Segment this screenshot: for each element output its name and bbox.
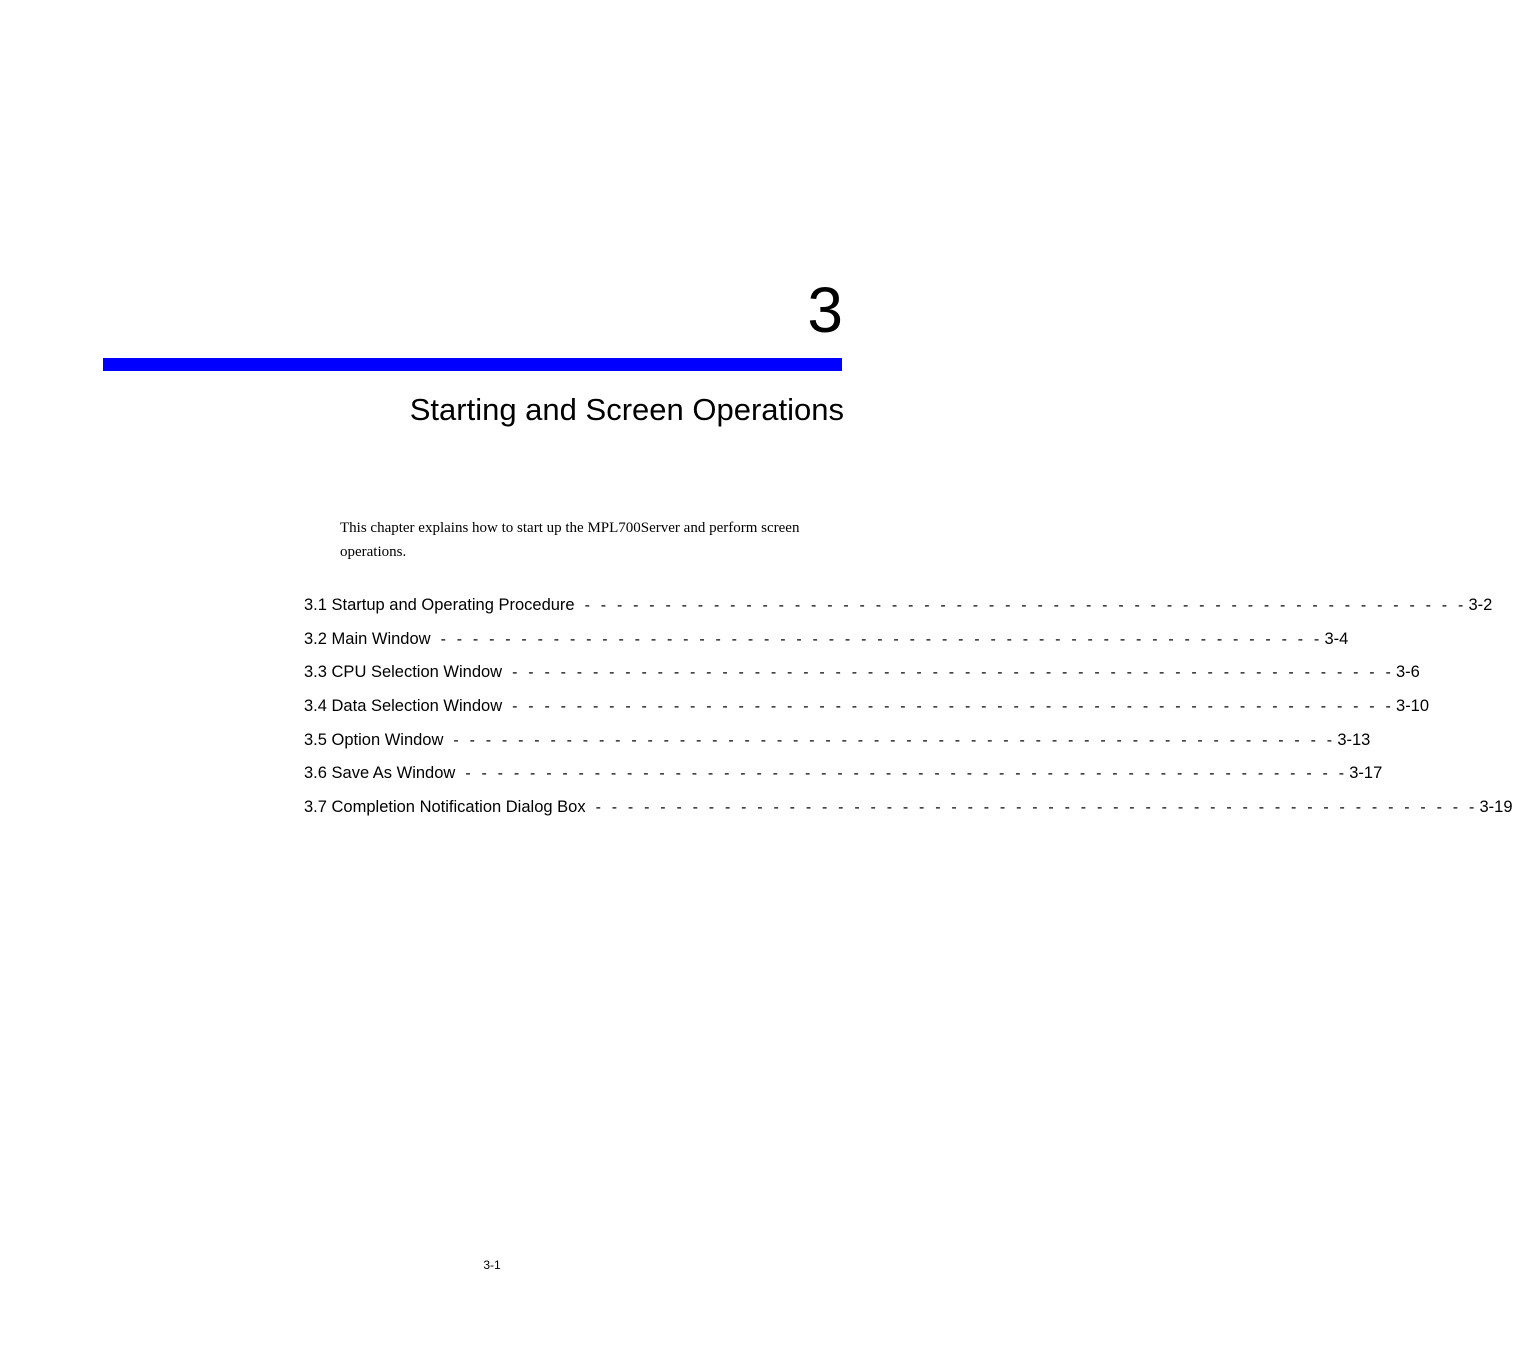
chapter-intro-text: This chapter explains how to start up the MPL700Server and perform screen operations. <box>340 520 800 560</box>
toc-entry-label: 3.5 Option Window <box>304 730 444 749</box>
toc-dot-leader: - - - - - - - - - - - - - - - - - - - - - - - - - - - - - - - - - - - - - - - - - - - - - - - - - - - - - - - <box>512 698 1395 716</box>
toc-entry-3-3[interactable] <box>304 658 1420 692</box>
chapter-number: 3 <box>807 274 843 346</box>
toc-entry-page: 3-6 <box>1396 663 1420 682</box>
toc-entry-page: 3-17 <box>1349 764 1383 783</box>
toc-entry-page: 3-2 <box>1468 596 1493 614</box>
toc-entry-label: 3.1 Startup and Operating Procedure <box>304 596 575 614</box>
toc-entry-page: 3-13 <box>1337 730 1371 749</box>
toc-dot-leader: - - - - - - - - - - - - - - - - - - - - - - - - - - - - - - - - - - - - - - - - - - - - - - - - - - - - - - - <box>595 799 1478 817</box>
toc-entry-label: 3.6 Save As Window <box>304 764 456 783</box>
toc-dot-leader: - - - - - - - - - - - - - - - - - - - - - - - - - - - - - - - - - - - - - - - - - - - - - - - - - - - - - - - <box>453 731 1336 749</box>
toc-entry-label: 3.3 CPU Selection Window <box>304 663 503 682</box>
toc-entry-3-2[interactable] <box>304 625 1349 659</box>
toc-dot-leader: - - - - - - - - - - - - - - - - - - - - - - - - - - - - - - - - - - - - - - - - - - - - - - - - - - - - - - - <box>584 597 1467 614</box>
toc-entry-page: 3-4 <box>1324 629 1349 648</box>
toc-dot-leader: - - - - - - - - - - - - - - - - - - - - - - - - - - - - - - - - - - - - - - - - - - - - - - - - - - - - - - - <box>465 765 1348 783</box>
toc-entry-3-4[interactable] <box>304 692 1430 726</box>
toc-entry-3-6[interactable] <box>304 759 1383 793</box>
toc-dot-leader: - - - - - - - - - - - - - - - - - - - - - - - - - - - - - - - - - - - - - - - - - - - - - - - - - - - - - - - <box>440 630 1323 648</box>
toc-entry-label: 3.7 Completion Notification Dialog Box <box>304 798 586 817</box>
chapter-divider-bar <box>103 358 842 371</box>
toc-entry-3-7[interactable] <box>304 793 1513 827</box>
toc-entry-label: 3.4 Data Selection Window <box>304 697 503 716</box>
table-of-contents <box>304 591 1513 827</box>
toc-entry-page: 3-19 <box>1479 798 1513 817</box>
toc-dot-leader: - - - - - - - - - - - - - - - - - - - - - - - - - - - - - - - - - - - - - - - - - - - - - - - - - - - - - - - <box>512 664 1394 682</box>
toc-entry-page: 3-10 <box>1396 697 1430 716</box>
toc-entry-label: 3.2 Main Window <box>304 629 431 648</box>
footer-page-number: 3-1 <box>483 1258 501 1272</box>
toc-entry-3-1[interactable] <box>304 591 1493 625</box>
chapter-title: Starting and Screen Operations <box>409 392 844 427</box>
toc-entry-3-5[interactable] <box>304 726 1371 760</box>
